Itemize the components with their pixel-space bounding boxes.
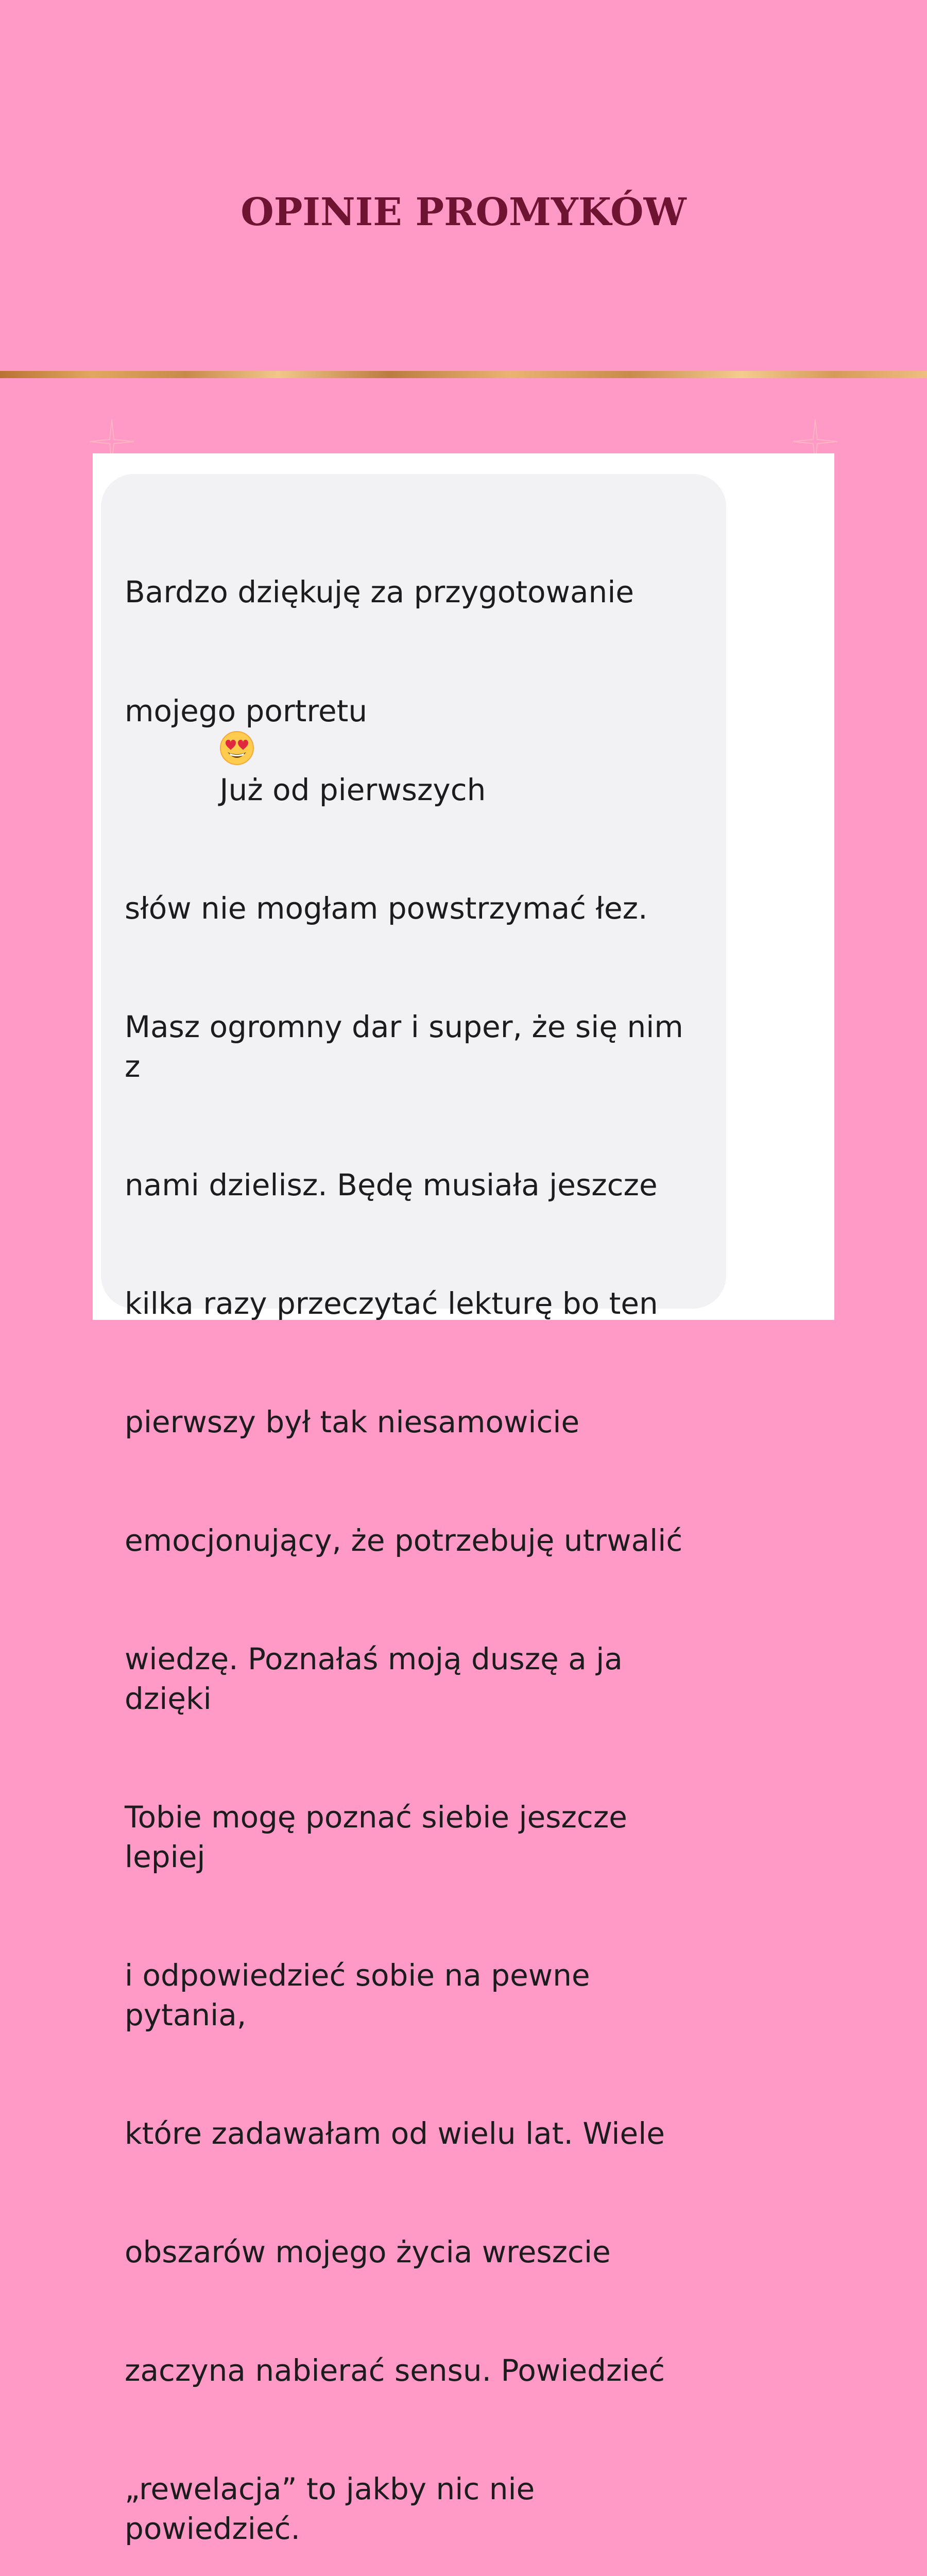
message-line: Tobie mogę poznać siebie jeszcze lepiej [125,1800,637,1874]
message-text: Już od pierwszych [219,772,486,807]
message-line: które zadawałam od wielu lat. Wiele [125,2115,665,2151]
message-line: Masz ogromny dar i super, że się nim z [125,1009,693,1084]
message-line [125,691,702,810]
message-line: „rewelacja” to jakby nic nie powiedzieć. [125,2471,544,2546]
message-line: i odpowiedzieć sobie na pewne pytania, [125,1958,600,2032]
heart-eyes-emoji-icon [219,731,254,766]
message-line: emocjonujący, że potrzebuję utrwalić [125,1523,683,1558]
message-text: mojego portretu [125,693,368,728]
message-line: Bardzo dziękuję za przygotowanie [125,574,634,610]
gold-divider [0,371,927,378]
message-line: nami dzielisz. Będę musiała jeszcze [125,1167,658,1202]
message-bubble [101,474,726,2546]
message-line: słów nie mogłam powstrzymać łez. [125,891,648,926]
review-card [93,453,834,2546]
message-line: wiedzę. Poznałaś moją duszę a ja dzięki [125,1641,632,1717]
message-line: kilka razy przeczytać lekturę bo ten [125,1286,658,1321]
message-line: pierwszy był tak niesamowicie [125,1404,580,1440]
review-message [125,494,702,2576]
message-line: zaczyna nabierać sensu. Powiedzieć [125,2353,665,2388]
message-line: obszarów mojego życia wreszcie [125,2234,611,2269]
page-title: OPINIE PROMYKÓW [241,190,686,234]
